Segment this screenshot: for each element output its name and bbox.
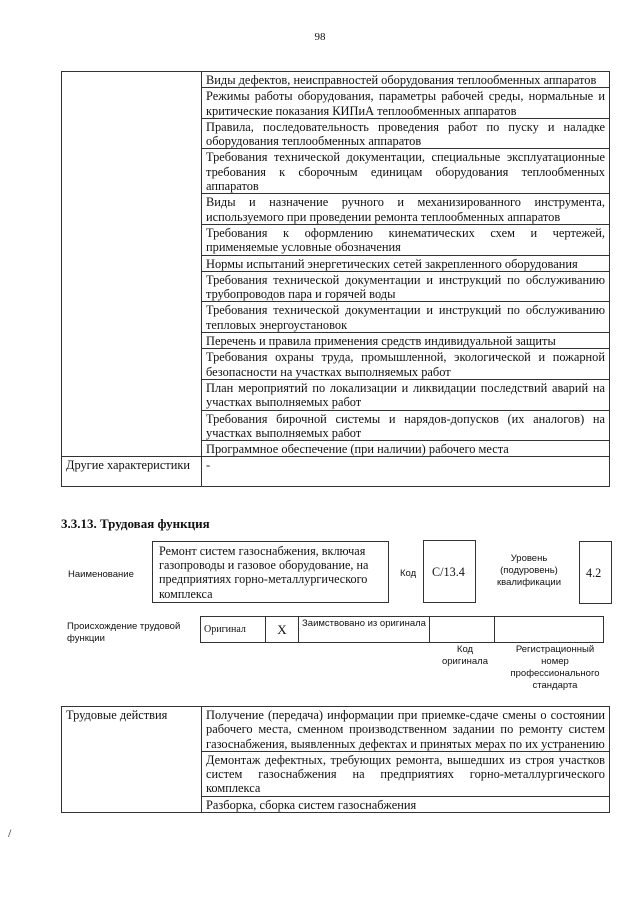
table-cell: Виды дефектов, неисправностей оборудования теплообменных аппаратов — [202, 72, 610, 88]
table-cell: План мероприятий по локализации и ликвидации последствий аварий на участках выполняемых работ — [202, 379, 610, 410]
code-label: Код — [400, 568, 417, 579]
table-row — [201, 617, 604, 643]
name-label: Наименование — [68, 569, 134, 580]
table-cell: Режимы работы оборудования, параметры рабочей среды, нормальные и критические показания КИПиА теплообменных аппаратов — [202, 88, 610, 119]
borrowed-label: Заимствовано из оригинала — [299, 617, 430, 643]
origin-label: Происхождение трудовой функции — [67, 621, 181, 644]
table-cell: Требования к оформлению кинематических схем и чертежей, применяемые условные обозначения — [202, 224, 610, 255]
registration-number-label: Регистрационный номер профессионального стандарта — [510, 644, 600, 691]
other-characteristics-label: Другие характеристики — [62, 457, 202, 487]
registration-number-cell — [495, 617, 604, 643]
table-cell: Требования охраны труда, промышленной, экологической и пожарной безопасности на участках выполняемых работ — [202, 349, 610, 380]
table-row — [62, 72, 610, 88]
table-cell: Правила, последовательность проведения работ по пуску и наладке оборудования теплообменных аппаратов — [202, 118, 610, 149]
table-cell: Требования технической документации и инструкций по обслуживанию тепловых энергоустановок — [202, 302, 610, 333]
table-row — [62, 707, 610, 752]
origin-table — [200, 616, 604, 643]
table-cell: Виды и назначение ручного и механизированного инструмента, используемого при проведении ремонта теплообменных аппаратов — [202, 194, 610, 225]
table-cell: Разборка, сборка систем газоснабжения — [202, 796, 610, 812]
table-cell: Требования технической документации, специальные эксплуатационные требования к сборочным единицам оборудования теплообменных аппаратов — [202, 149, 610, 194]
other-characteristics-value: - — [202, 457, 610, 487]
original-label: Оригинал — [201, 617, 266, 643]
original-code-cell — [430, 617, 495, 643]
labor-actions-label: Трудовые действия — [62, 707, 202, 813]
original-mark: X — [266, 617, 299, 643]
original-code-label: Код оригинала — [441, 644, 488, 667]
function-code-box: C/13.4 — [423, 540, 476, 603]
table-cell: Демонтаж дефектных, требующих ремонта, вышедших из строя участков систем газоснабжения на предприятиях горно-металлургического комплекса — [202, 751, 610, 796]
table-cell: Перечень и правила применения средств индивидуальной защиты — [202, 333, 610, 349]
function-name-box: Ремонт систем газоснабжения, включая газопроводы и газовое оборудование, на предприятиях горно-металлургического комплекса — [152, 541, 389, 603]
label-cell — [62, 72, 202, 457]
table-cell: Требования технической документации и инструкций по обслуживанию трубопроводов пара и горячей воды — [202, 271, 610, 302]
table-cell: Получение (передача) информации при приемке-сдаче смены о состоянии рабочего места, сменном производственном задании по ремонту систем газоснабжения, выявленных дефектах и принятых мерах по их устранению — [202, 707, 610, 752]
section-title: 3.3.13. Трудовая функция — [61, 516, 210, 531]
table-cell: Программное обеспечение (при наличии) рабочего места — [202, 441, 610, 457]
qualification-level-box: 4.2 — [579, 541, 612, 604]
table-cell: Требования бирочной системы и нарядов-допусков (их аналогов) на участках выполняемых работ — [202, 410, 610, 441]
knowledge-table — [61, 71, 610, 487]
labor-actions-table — [61, 706, 610, 813]
page-number: 98 — [314, 31, 326, 43]
table-row — [62, 457, 610, 487]
margin-mark: / — [8, 826, 12, 840]
table-cell: Нормы испытаний энергетических сетей закрепленного оборудования — [202, 255, 610, 271]
qualification-level-label: Уровень (подуровень) квалификации — [496, 553, 562, 588]
